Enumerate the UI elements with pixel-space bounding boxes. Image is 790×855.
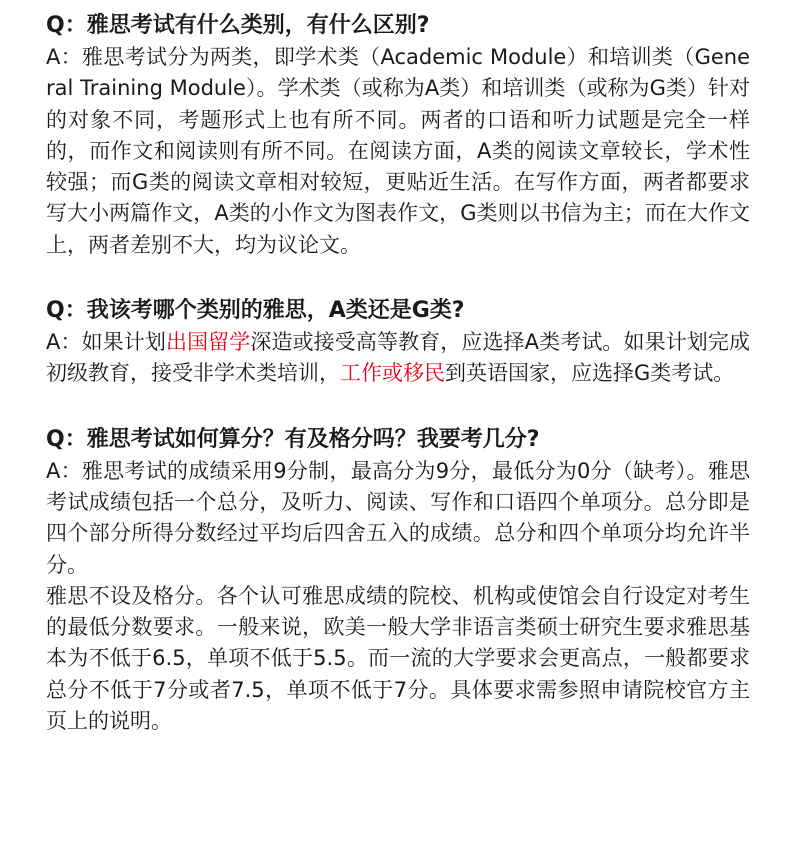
work-immigration-link[interactable]: 工作或移民 bbox=[340, 361, 445, 386]
answer-paragraph bbox=[46, 42, 750, 261]
answer-paragraph bbox=[46, 581, 750, 737]
answer-text: A：雅思考试分为两类，即学术类（Academic Module）和培训类（General Training Module）。学术类（或称为A类）和培训类（或称为G类）针对的对象不同，考题形式上也有所不同。两者的口语和听力试题是完全一样的，而作文和阅读则有所不同。在阅读方面，A类的阅读文章较长，学术性较强；而G类的阅读文章相对较短，更贴近生活。在写作方面，两者都要求写大小两篇作文，A类的小作文为图表作文，G类则以书信为主；而在大作文上，两者差别不大，均为议论文。 bbox=[46, 45, 750, 257]
answer-text: A：如果计划 bbox=[46, 330, 166, 355]
question-heading: Q：雅思考试有什么类别，有什么区别? bbox=[46, 13, 430, 38]
question-heading: Q：我该考哪个类别的雅思，A类还是G类? bbox=[46, 298, 465, 324]
answer-paragraph bbox=[46, 456, 750, 581]
qa-block-choice bbox=[46, 295, 750, 390]
answer-text: A：雅思考试的成绩采用9分制，最高分为9分，最低分为0分（缺考）。雅思考试成绩包括一个总分，及听力、阅读、写作和口语四个单项分。总分即是四个部分所得分数经过平均后四舍五入的成绩。总分和四个单项分均允许半分。 bbox=[46, 458, 750, 577]
qa-block-category bbox=[46, 10, 750, 261]
answer-text: 深造或接受高等教育，应选择A类考试。如果计划完成初级教育，接受非学术类培训， bbox=[46, 330, 751, 386]
answer-text: 雅思不设及格分。各个认可雅思成绩的院校、机构或使馆会自行设定对考生的最低分数要求。一般来说，欧美一般大学非语言类硕士研究生要求雅思基本为不低于6.5，单项不低于5.5。而一流的大学要求会更高点，一般都要求总分不低于7分或者7.5，单项不低于7分。具体要求需参照申请院校官方主页上的说明。 bbox=[46, 583, 750, 734]
qa-block-scoring bbox=[46, 424, 750, 738]
question-heading: Q：雅思考试如何算分？有及格分吗？我要考几分? bbox=[46, 426, 540, 452]
answer-paragraph bbox=[46, 327, 750, 390]
answer-text: 到英语国家，应选择G类考试。 bbox=[445, 361, 735, 386]
study-abroad-link[interactable]: 出国留学 bbox=[165, 330, 251, 355]
